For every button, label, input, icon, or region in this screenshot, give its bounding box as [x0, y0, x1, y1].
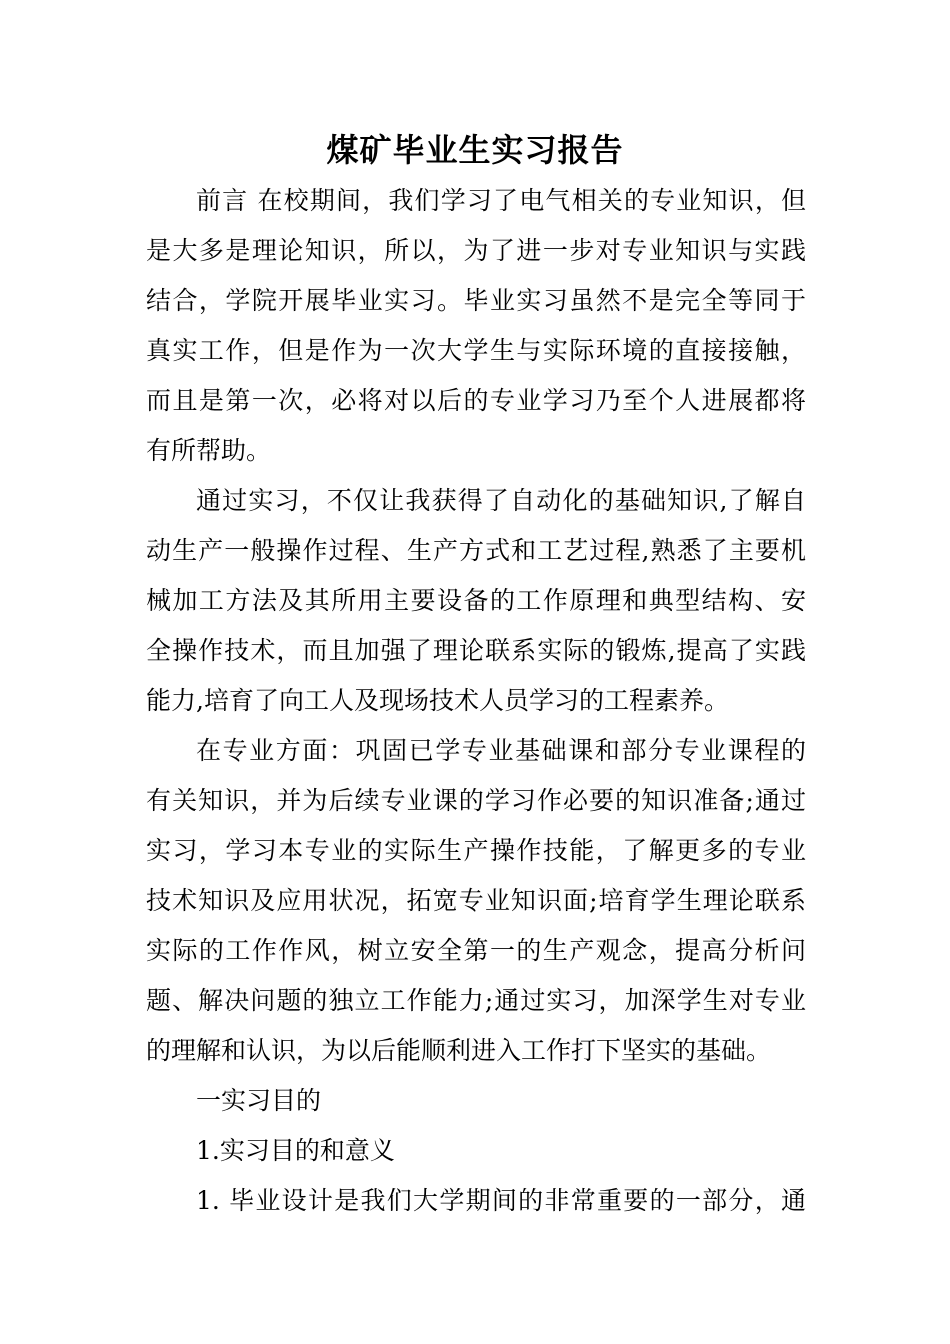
paragraph-line: 全操作技术，而且加强了理论联系实际的锻炼,提高了实践	[146, 636, 806, 665]
paragraph-line: 械加工方法及其所用主要设备的工作原理和典型结构、安	[146, 586, 806, 615]
paragraph-line: 1. 毕业设计是我们大学期间的非常重要的一部分，通	[196, 1186, 806, 1215]
paragraph-line: 前言 在校期间，我们学习了电气相关的专业知识，但	[196, 186, 806, 215]
paragraph-line: 通过实习，不仅让我获得了自动化的基础知识,了解自	[196, 486, 806, 515]
paragraph-line: 在专业方面：巩固已学专业基础课和部分专业课程的	[196, 736, 806, 765]
paragraph-line: 实习，学习本专业的实际生产操作技能，了解更多的专业	[146, 836, 806, 865]
paragraph-line: 是大多是理论知识，所以，为了进一步对专业知识与实践	[146, 236, 806, 265]
paragraph-professional-aspects	[146, 726, 806, 1076]
paragraph-line: 有关知识，并为后续专业课的学习作必要的知识准备;通过	[146, 786, 806, 815]
paragraph-line: 结合，学院开展毕业实习。毕业实习虽然不是完全等同于	[146, 286, 806, 315]
paragraph-line: 实际的工作作风，树立安全第一的生产观念，提高分析问	[146, 936, 806, 965]
paragraph-line: 有所帮助。	[146, 436, 272, 465]
paragraph-line: 动生产一般操作过程、生产方式和工艺过程,熟悉了主要机	[146, 536, 806, 565]
section-heading: 一实习目的	[196, 1086, 322, 1115]
paragraph-line: 而且是第一次，必将对以后的专业学习乃至个人进展都将	[146, 386, 806, 415]
paragraph-line: 真实工作，但是作为一次大学生与实际环境的直接接触，	[146, 336, 806, 365]
paragraph-line: 的理解和认识，为以后能顺利进入工作打下坚实的基础。	[146, 1036, 772, 1065]
paragraph-line: 题、解决问题的独立工作能力;通过实习，加深学生对专业	[146, 986, 806, 1015]
document-title: 煤矿毕业生实习报告	[326, 131, 624, 169]
paragraph-line: 能力,培育了向工人及现场技术人员学习的工程素养。	[146, 686, 729, 715]
subsection-heading: 1.实习目的和意义	[196, 1136, 395, 1165]
paragraph-line: 技术知识及应用状况，拓宽专业知识面;培育学生理论联系	[146, 886, 806, 915]
paragraph-internship-gains	[146, 476, 806, 726]
document-body	[146, 176, 806, 1226]
paragraph-preface	[146, 176, 806, 476]
